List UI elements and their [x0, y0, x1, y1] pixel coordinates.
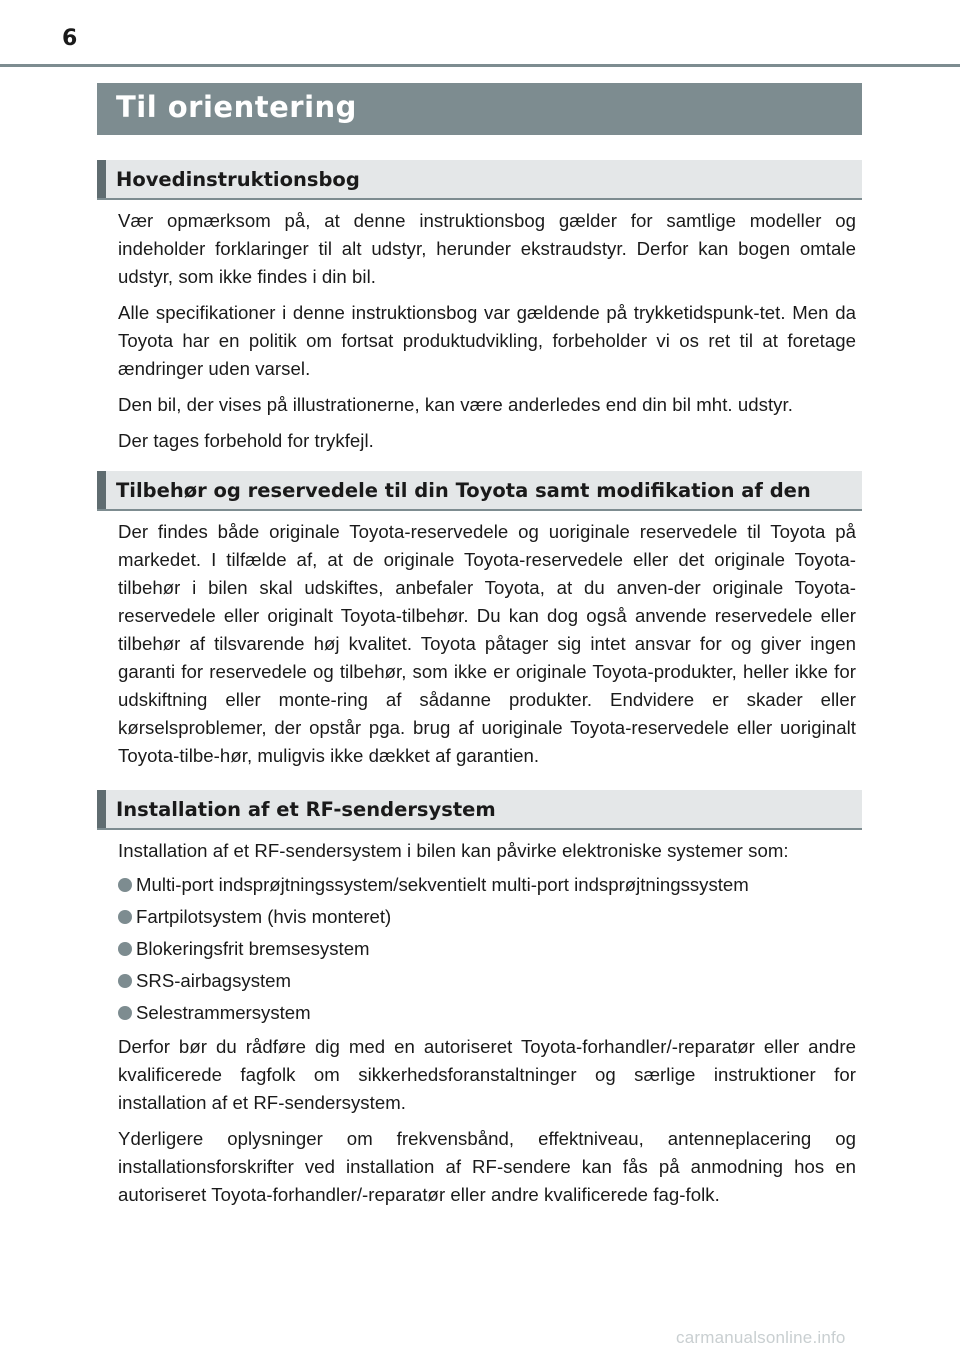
bullet-dot-icon: [118, 974, 132, 988]
list-item: [118, 905, 856, 929]
section-body: [97, 200, 862, 455]
list-item-text: Multi-port indsprøjtningssystem/sekventielt multi-port indsprøjtningssystem: [136, 874, 749, 895]
list-item: [118, 969, 856, 993]
section-marker: [97, 471, 106, 509]
section-marker: [97, 160, 106, 198]
list-item-text: Blokeringsfrit bremsesystem: [136, 938, 370, 959]
paragraph: Derfor bør du rådføre dig med en autoriseret Toyota-forhandler/-reparatør eller andre kvalificerede fagfolk om sikkerhedsforanstaltninger og særlige instruktioner for installation af et RF-sendersystem.: [118, 1036, 856, 1113]
page-number: 6: [62, 26, 78, 51]
paragraph: Installation af et RF-sendersystem i bilen kan påvirke elektroniske systemer som:: [118, 840, 789, 861]
paragraph: Vær opmærksom på, at denne instruktionsbog gælder for samtlige modeller og indeholder forklaringer til alt udstyr, herunder ekstraudstyr. Derfor kan bogen omtale udstyr, som ikke findes i din bil.: [118, 210, 856, 287]
list-item: [118, 1001, 856, 1025]
list-item: [118, 937, 856, 961]
bullet-dot-icon: [118, 1006, 132, 1020]
paragraph: Den bil, der vises på illustrationerne, kan være anderledes end din bil mht. udstyr.: [118, 394, 793, 415]
bullet-dot-icon: [118, 878, 132, 892]
chapter-title: Til orientering: [116, 90, 357, 124]
section-heading-label: Tilbehør og reservedele til din Toyota samt modifikation af den: [116, 479, 811, 502]
paragraph: Yderligere oplysninger om frekvensbånd, effektniveau, antenneplacering og installationsforskrifter ved installation af RF-sendere kan fås på anmodning hos en autoriseret Toyota-forhandler/-reparatør eller andre kvalificerede fag-folk.: [118, 1128, 856, 1205]
list-item-text: SRS-airbagsystem: [136, 970, 291, 991]
paragraph: Der findes både originale Toyota-reservedele og uoriginale reservedele til Toyota på markedet. I tilfælde af, at de originale Toyota-reservedele eller det originale Toyota-tilbehør i bilen skal udskiftes, anbefaler Toyota, at du anven-der originale Toyota-reservedele eller originalt Toyota-tilbehør. Du kan dog også anvende reservedele eller tilbehør af tilsvarende høj kvalitet. Toyota påtager sig intet ansvar for og giver ingen garanti for reservedele og tilbehør, som ikke er originale Toyota-produkter, heller ikke for udskiftning eller monte-ring af sådanne produkter. Endvidere er skader eller kørselsproblemer, der opstår pga. brug af uoriginale Toyota-reservedele eller uoriginalt Toyota-tilbe-hør, muligvis ikke dækket af garantien.: [118, 521, 856, 766]
section-heading-label: Installation af et RF-sendersystem: [116, 798, 496, 821]
chapter-banner: [97, 83, 862, 135]
list-item-text: Fartpilotsystem (hvis monteret): [136, 906, 392, 927]
section-body: [97, 830, 862, 1209]
section-heading-rf-sendersystem: [97, 790, 862, 830]
bullet-dot-icon: [118, 910, 132, 924]
page-content: [97, 160, 862, 1217]
section-heading-hovedinstruktionsbog: [97, 160, 862, 200]
section-heading-label: Hovedinstruktionsbog: [116, 168, 360, 191]
section-marker: [97, 790, 106, 828]
header-rule: [0, 64, 960, 67]
list-item: [118, 873, 856, 897]
paragraph: Alle specifikationer i denne instruktionsbog var gældende på trykketidspunk-tet. Men da Toyota har en politik om fortsat produktudvikling, forbeholder vi os ret til at foretage ændringer uden varsel.: [118, 302, 856, 379]
watermark: carmanualsonline.info: [676, 1328, 846, 1347]
paragraph: Der tages forbehold for trykfejl.: [118, 430, 374, 451]
section-heading-tilbehoer: [97, 471, 862, 511]
list-item-text: Selestrammersystem: [136, 1002, 311, 1023]
bullet-list: [118, 873, 856, 1025]
section-body: [97, 511, 862, 770]
bullet-dot-icon: [118, 942, 132, 956]
